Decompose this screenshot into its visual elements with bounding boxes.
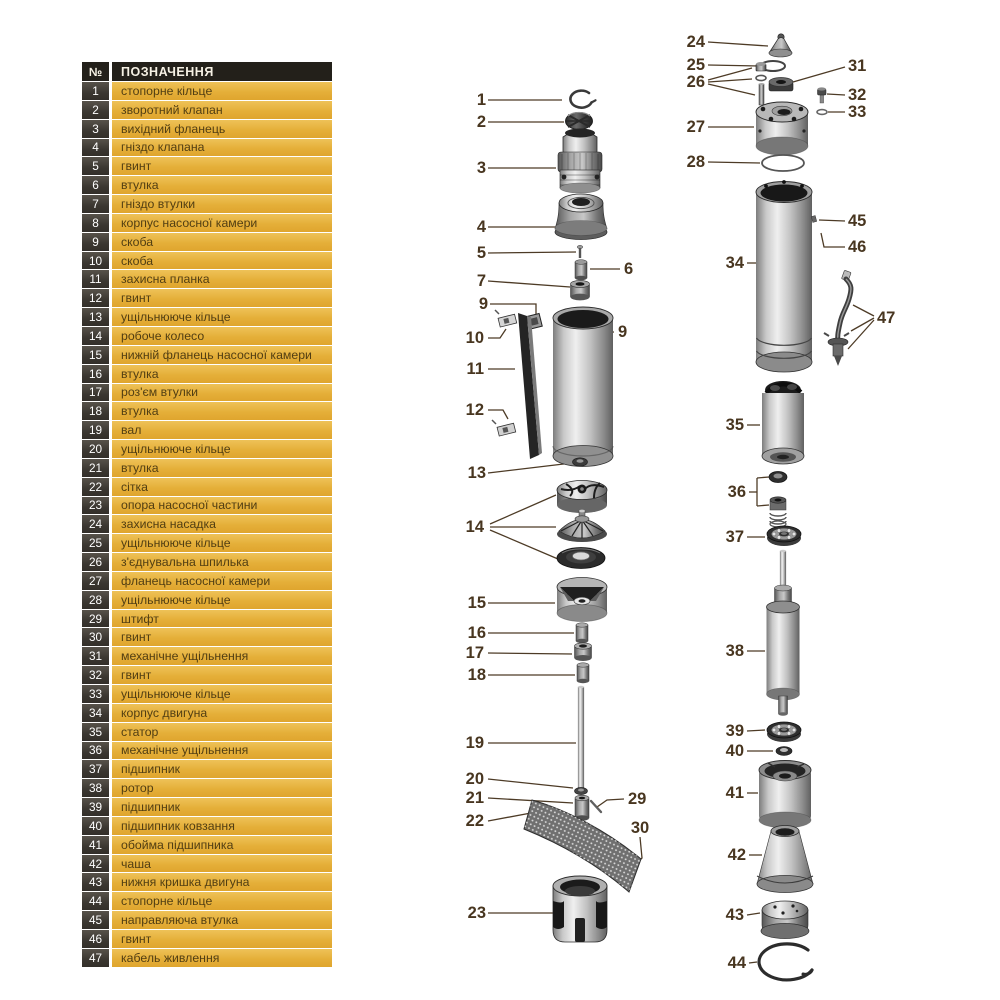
part-designation: гвинт — [112, 930, 332, 948]
part-power-cable — [824, 270, 851, 366]
part-number: 32 — [82, 666, 109, 684]
callout-23: 23 — [467, 904, 486, 922]
part-number: 2 — [82, 101, 109, 119]
part-seal-ring-36a — [769, 472, 787, 483]
part-cup — [757, 826, 813, 893]
part-number: 42 — [82, 855, 109, 873]
part-number: 18 — [82, 402, 109, 420]
part-snap-ring-44 — [759, 944, 812, 980]
part-number: 37 — [82, 760, 109, 778]
part-protective-cap — [769, 34, 792, 57]
part-bracket-12 — [497, 423, 516, 436]
part-impeller — [557, 481, 607, 514]
part-protective-bar — [518, 313, 542, 459]
part-screw-32 — [818, 87, 827, 103]
callout-30: 30 — [630, 819, 650, 837]
part-number: 43 — [82, 873, 109, 891]
part-bushing-6 — [575, 260, 587, 281]
part-number: 23 — [82, 497, 109, 515]
part-designation: підшипник — [112, 760, 332, 778]
part-designation: захисна планка — [112, 270, 332, 288]
part-designation: стопорне кільце — [112, 82, 332, 100]
part-number: 6 — [82, 176, 109, 194]
part-number: 36 — [82, 742, 109, 760]
part-number: 20 — [82, 440, 109, 458]
part-connecting-stud — [756, 62, 766, 105]
part-number: 3 — [82, 120, 109, 138]
part-number: 12 — [82, 289, 109, 307]
part-seal-ring-20 — [575, 787, 588, 794]
part-number: 4 — [82, 139, 109, 157]
part-designation: фланець насосної камери — [112, 572, 332, 590]
part-number: 10 — [82, 252, 109, 270]
part-designation: механічне ущільнення — [112, 742, 332, 760]
callout-45: 45 — [848, 212, 867, 230]
part-designation: ущільнююче кільце — [112, 308, 332, 326]
part-number: 5 — [82, 157, 109, 175]
part-support-cup — [553, 876, 607, 942]
col-header-number: № — [82, 62, 109, 81]
part-number: 9 — [82, 233, 109, 251]
callout-46: 46 — [848, 238, 867, 256]
part-designation: вихідний фланець — [112, 120, 332, 138]
part-number: 38 — [82, 779, 109, 797]
part-retaining-ring — [570, 91, 595, 108]
part-number: 28 — [82, 591, 109, 609]
part-designation: гніздо втулки — [112, 195, 332, 213]
part-number: 44 — [82, 892, 109, 910]
part-designation: гвинт — [112, 666, 332, 684]
callout-43: 43 — [725, 906, 744, 924]
part-number: 33 — [82, 685, 109, 703]
part-number: 39 — [82, 798, 109, 816]
part-check-valve — [566, 112, 593, 129]
part-designation: гніздо клапана — [112, 139, 332, 157]
part-designation: втулка — [112, 402, 332, 420]
part-washer-disc — [557, 548, 605, 569]
part-lower-flange — [557, 578, 607, 622]
part-number: 30 — [82, 628, 109, 646]
callout-21: 21 — [465, 789, 484, 807]
part-designation: нижній фланець насосної камери — [112, 346, 332, 364]
part-designation: штифт — [112, 610, 332, 628]
part-designation: робоче колесо — [112, 327, 332, 345]
screw-mark-top — [495, 310, 499, 314]
callout-1: 1 — [476, 91, 486, 109]
part-valve-seat — [555, 194, 607, 240]
part-bracket-10 — [498, 314, 517, 327]
part-number: 29 — [82, 610, 109, 628]
callout-10: 10 — [465, 329, 484, 347]
part-designation: підшипник ковзання — [112, 817, 332, 835]
part-designation: кабель живлення — [112, 949, 332, 967]
part-designation: направляюча втулка — [112, 911, 332, 929]
part-number: 21 — [82, 459, 109, 477]
part-number: 26 — [82, 553, 109, 571]
screw-mark-bottom — [492, 420, 496, 424]
part-o-ring-28 — [762, 155, 804, 171]
part-designation: зворотний клапан — [112, 101, 332, 119]
part-designation: корпус насосної камери — [112, 214, 332, 232]
part-designation: скоба — [112, 233, 332, 251]
part-pump-chamber-body — [553, 307, 613, 467]
callout-31: 31 — [848, 57, 867, 75]
part-number: 7 — [82, 195, 109, 213]
callout-16: 16 — [467, 624, 486, 642]
callout-42: 42 — [727, 846, 746, 864]
part-bearing-cage — [759, 761, 811, 829]
part-number: 11 — [82, 270, 109, 288]
part-designation: чаша — [112, 855, 332, 873]
callout-47: 47 — [877, 309, 896, 327]
part-designation: гвинт — [112, 289, 332, 307]
callout-39: 39 — [725, 722, 744, 740]
callout-41: 41 — [725, 784, 744, 802]
callout-32: 32 — [848, 86, 867, 104]
callout-5: 5 — [476, 244, 486, 262]
part-number: 22 — [82, 478, 109, 496]
pump-section-parts — [492, 91, 641, 942]
callout-38: 38 — [725, 642, 744, 660]
part-number: 27 — [82, 572, 109, 590]
callout-29: 29 — [628, 790, 647, 808]
part-number: 16 — [82, 365, 109, 383]
part-bearing-39 — [767, 722, 801, 742]
part-bushing-seat — [571, 280, 590, 300]
part-mechanical-seal-31 — [769, 78, 793, 92]
callout-20: 20 — [465, 770, 484, 788]
part-number: 19 — [82, 421, 109, 439]
callout-3: 3 — [476, 159, 486, 177]
part-designation: ущільнююче кільце — [112, 534, 332, 552]
callout-26: 26 — [686, 73, 705, 91]
part-number: 1 — [82, 82, 109, 100]
part-number: 46 — [82, 930, 109, 948]
callout-12: 12 — [465, 401, 484, 419]
part-designation: ущільнююче кільце — [112, 685, 332, 703]
part-slide-bearing — [776, 747, 792, 756]
part-designation: гвинт — [112, 628, 332, 646]
part-guide-bushing-45 — [811, 216, 816, 223]
part-number: 34 — [82, 704, 109, 722]
part-chamber-flange — [756, 102, 808, 155]
part-stator — [762, 381, 804, 464]
part-motor-body — [756, 180, 812, 372]
part-designation: втулка — [112, 459, 332, 477]
part-designation: ротор — [112, 779, 332, 797]
callout-24: 24 — [686, 33, 705, 51]
callout-37: 37 — [725, 528, 744, 546]
part-bushing-coupling — [575, 643, 592, 661]
part-pin-29 — [591, 801, 601, 812]
callout-13: 13 — [467, 464, 486, 482]
part-designation: втулка — [112, 176, 332, 194]
callout-33: 33 — [848, 103, 867, 121]
motor-section-parts — [756, 34, 851, 980]
callout-9b: 9 — [618, 323, 628, 341]
callout-18: 18 — [467, 666, 486, 684]
part-designation: механічне ущільнення — [112, 647, 332, 665]
callout-27: 27 — [686, 118, 705, 136]
part-bearing-37 — [767, 526, 801, 546]
part-designation: гвинт — [112, 157, 332, 175]
callout-11: 11 — [466, 360, 484, 378]
part-designation: стопорне кільце — [112, 892, 332, 910]
callout-44: 44 — [727, 954, 746, 972]
callout-6: 6 — [624, 260, 634, 278]
part-designation: роз'єм втулки — [112, 384, 332, 402]
callout-19: 19 — [465, 734, 484, 752]
col-header-designation: ПОЗНАЧЕННЯ — [112, 62, 332, 81]
callout-34: 34 — [725, 254, 744, 272]
callout-36: 36 — [727, 483, 746, 501]
part-seal-spring-36b — [770, 497, 786, 527]
part-number: 41 — [82, 836, 109, 854]
part-seal-ring-33 — [817, 110, 827, 115]
part-designation: статор — [112, 723, 332, 741]
part-designation: опора насосної частини — [112, 497, 332, 515]
part-designation: ущільнююче кільце — [112, 440, 332, 458]
part-number: 25 — [82, 534, 109, 552]
part-designation: з'єднувальна шпилька — [112, 553, 332, 571]
part-diffuser — [557, 510, 607, 542]
part-number: 15 — [82, 346, 109, 364]
part-designation: захисна насадка — [112, 515, 332, 533]
callout-2: 2 — [476, 113, 486, 131]
part-seal-ring-13 — [573, 458, 588, 466]
part-designation: втулка — [112, 365, 332, 383]
part-designation: корпус двигуна — [112, 704, 332, 722]
part-screw-5 — [577, 245, 583, 258]
part-motor-end-cover — [761, 901, 809, 939]
part-outlet-flange — [558, 129, 602, 194]
part-designation: ущільнююче кільце — [112, 591, 332, 609]
part-rotor — [767, 550, 800, 716]
part-shaft — [578, 686, 584, 790]
part-bushing-18 — [577, 663, 589, 683]
part-number: 13 — [82, 308, 109, 326]
callout-40: 40 — [725, 742, 744, 760]
part-number: 35 — [82, 723, 109, 741]
part-designation: сітка — [112, 478, 332, 496]
part-number: 17 — [82, 384, 109, 402]
part-designation: скоба — [112, 252, 332, 270]
part-bushing-16 — [576, 623, 588, 643]
part-number: 31 — [82, 647, 109, 665]
part-number: 8 — [82, 214, 109, 232]
part-designation: вал — [112, 421, 332, 439]
callout-28: 28 — [686, 153, 705, 171]
callout-15: 15 — [467, 594, 486, 612]
part-designation: нижня кришка двигуна — [112, 873, 332, 891]
part-number: 47 — [82, 949, 109, 967]
part-bushing-21 — [575, 795, 589, 821]
part-number: 24 — [82, 515, 109, 533]
part-number: 40 — [82, 817, 109, 835]
part-designation: обойма підшипника — [112, 836, 332, 854]
callout-4: 4 — [476, 218, 486, 236]
callout-9a: 9 — [478, 295, 488, 313]
callout-14: 14 — [465, 518, 484, 536]
part-number: 45 — [82, 911, 109, 929]
callout-7: 7 — [476, 272, 486, 290]
callout-35: 35 — [725, 416, 744, 434]
callout-25: 25 — [686, 56, 705, 74]
part-designation: підшипник — [112, 798, 332, 816]
callout-17: 17 — [465, 644, 484, 662]
callout-22: 22 — [465, 812, 484, 830]
part-number: 14 — [82, 327, 109, 345]
